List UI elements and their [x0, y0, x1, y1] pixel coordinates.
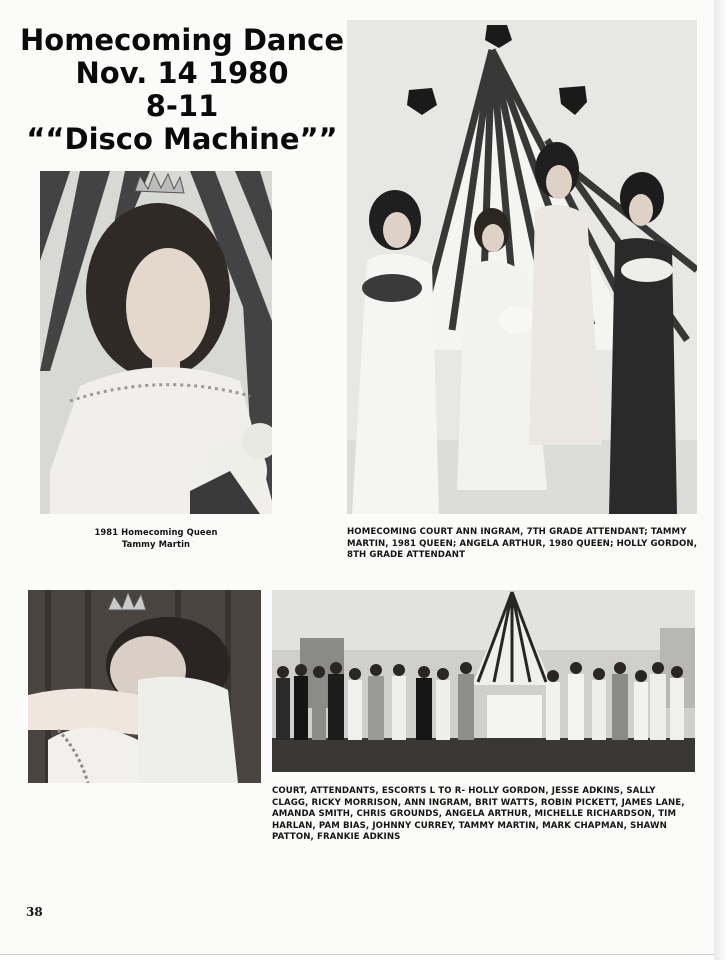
court-lineup-photo	[272, 590, 695, 772]
queen-caption-name: Tammy Martin	[121, 538, 191, 549]
queen-portrait-image	[40, 171, 272, 514]
title-line-time: 8-11	[145, 89, 219, 123]
hug-image	[28, 590, 261, 783]
page-number: 38	[26, 905, 43, 919]
queen-caption	[60, 527, 252, 550]
title-line-date: Nov. 14 1980	[75, 56, 289, 90]
hug-photo	[28, 590, 261, 783]
page-title	[14, 24, 350, 156]
homecoming-court-photo	[347, 20, 697, 514]
title-line-theme: ““Disco Machine””	[26, 122, 338, 156]
court-caption: HOMECOMING COURT ANN INGRAM, 7TH GRADE ATTENDANT; TAMMY MARTIN, 1981 QUEEN; ANGELA ARTHUR, 1980 QUEEN; HOLLY GORDON, 8TH GRADE ATTENDANT	[347, 527, 698, 560]
queen-portrait-photo	[40, 171, 272, 514]
queen-caption-title: 1981 Homecoming Queen	[94, 527, 218, 537]
title-line-event: Homecoming Dance	[20, 23, 344, 57]
page-edge	[714, 0, 727, 960]
court-lineup-image	[272, 590, 695, 772]
homecoming-court-image	[347, 20, 697, 514]
attendants-caption: COURT, ATTENDANTS, ESCORTS L TO R- HOLLY GORDON, JESSE ADKINS, SALLY CLAGG, RICKY MORRISON, ANN INGRAM, BRIT WATTS, ROBIN PICKETT, JAMES LANE, AMANDA SMITH, CHRIS GROUNDS, ANGELA ARTHUR, MICHELLE RICHARDSON, TIM HARLAN, PAM BIAS, JOHNNY CURREY, TAMMY MARTIN, MARK CHAPMAN, SHAWN PATTON, FRANKIE ADKINS	[272, 786, 685, 842]
